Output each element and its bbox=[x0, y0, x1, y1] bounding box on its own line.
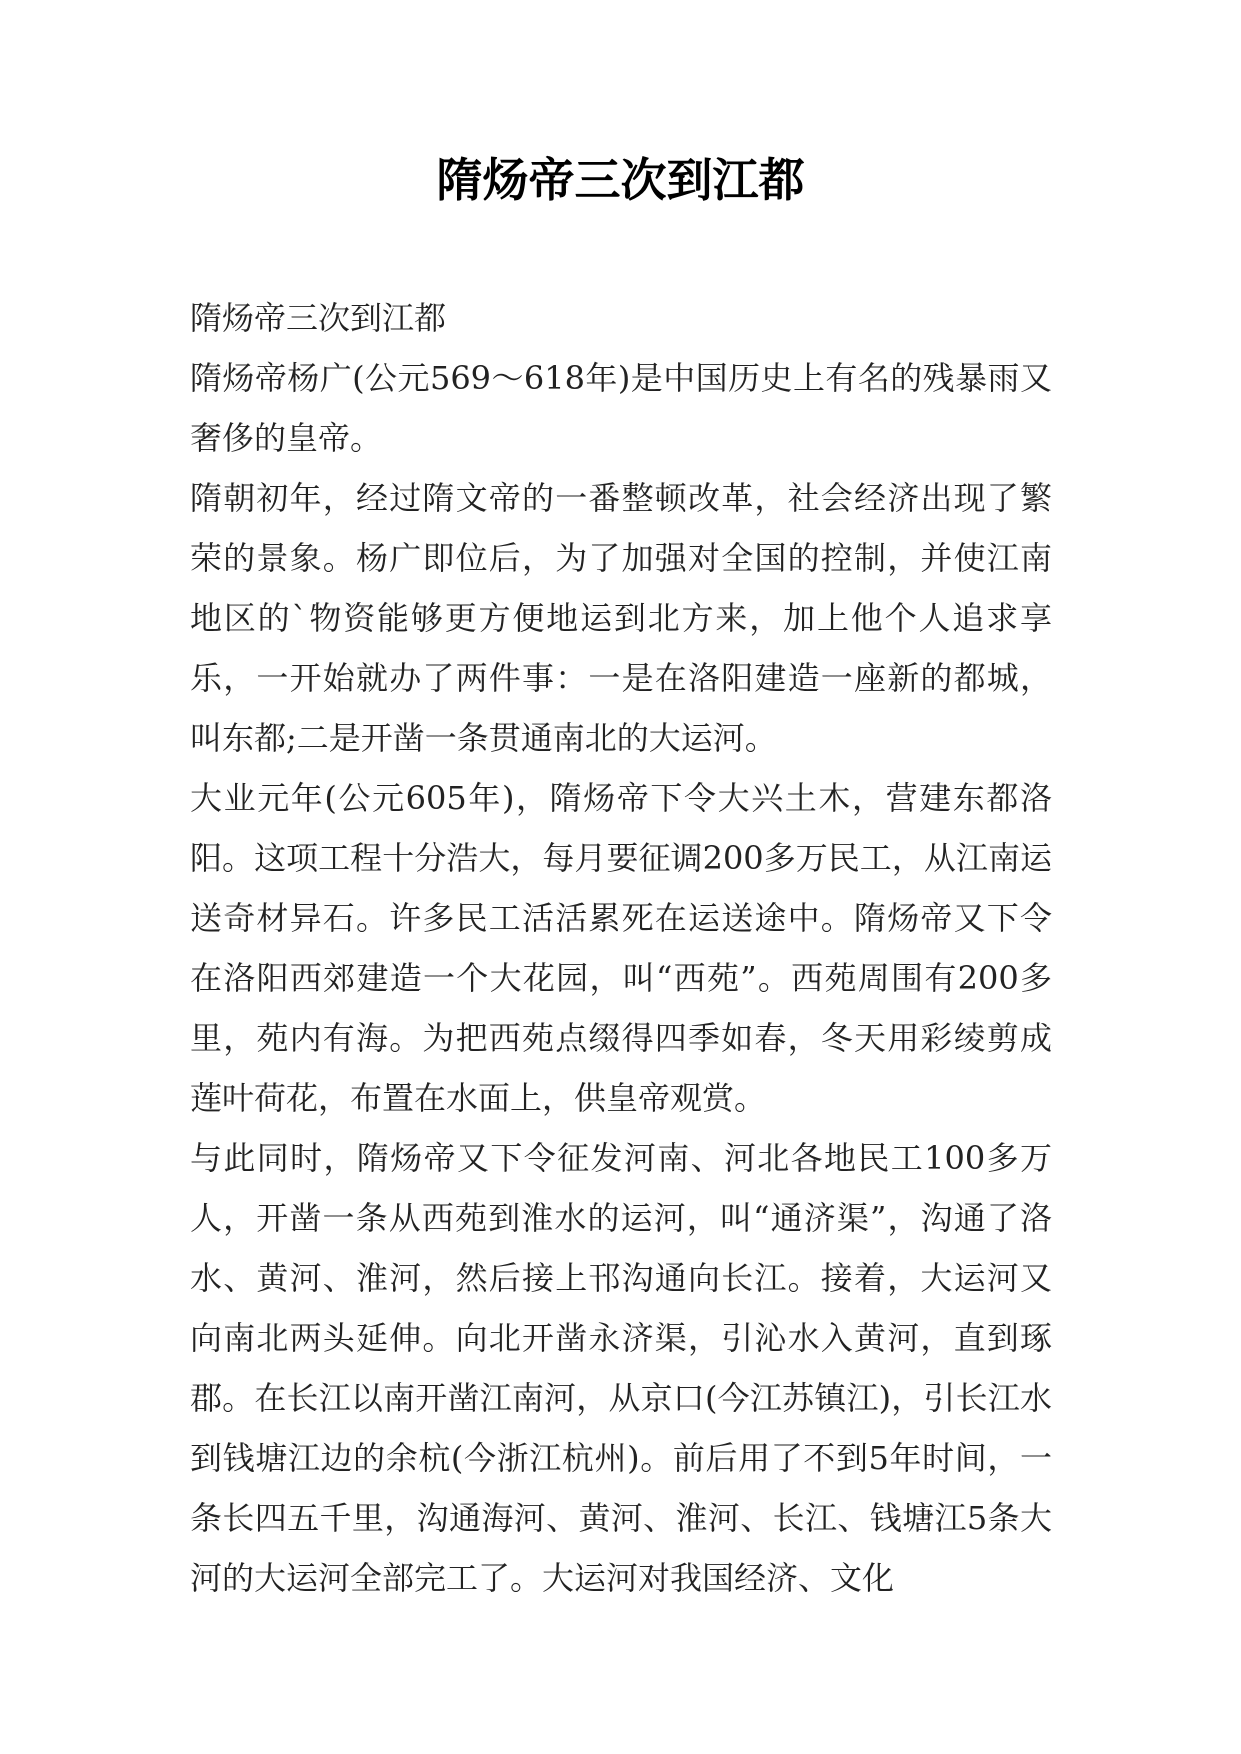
paragraph: 大业元年(公元605年)，隋炀帝下令大兴土木，营建东都洛阳。这项工程十分浩大，每月要征调200多万民工，从江南运送奇材异石。许多民工活活累死在运送途中。隋炀帝又下令在洛阳西郊建造一个大花园，叫“西苑”。西苑周围有200多里，苑内有海。为把西苑点缀得四季如春，冬天用彩绫剪成莲叶荷花，布置在水面上，供皇帝观赏。 bbox=[190, 779, 1052, 1117]
document-body bbox=[190, 288, 1052, 1608]
paragraph: 与此同时，隋炀帝又下令征发河南、河北各地民工100多万人，开凿一条从西苑到淮水的运河，叫“通济渠”，沟通了洛水、黄河、淮河，然后接上邗沟通向长江。接着，大运河又向南北两头延伸。向北开凿永济渠，引沁水入黄河，直到琢郡。在长江以南开凿江南河，从京口(今江苏镇江)，引长江水到钱塘江边的余杭(今浙江杭州)。前后用了不到5年时间，一条长四五千里，沟通海河、黄河、淮河、长江、钱塘江5条大河的大运河全部完工了。大运河对我国经济、文化 bbox=[190, 1139, 1052, 1597]
document-subtitle: 隋炀帝三次到江都 bbox=[190, 299, 447, 337]
document-title: 隋炀帝三次到江都 bbox=[436, 153, 805, 207]
paragraph: 隋朝初年，经过隋文帝的一番整顿改革，社会经济出现了繁荣的景象。杨广即位后，为了加强对全国的控制，并使江南地区的`物资能够更方便地运到北方来，加上他个人追求享乐，一开始就办了两件事：一是在洛阳建造一座新的都城，叫东都;二是开凿一条贯通南北的大运河。 bbox=[190, 479, 1052, 757]
paragraph: 隋炀帝杨广(公元569～618年)是中国历史上有名的残暴雨又奢侈的皇帝。 bbox=[190, 359, 1052, 457]
